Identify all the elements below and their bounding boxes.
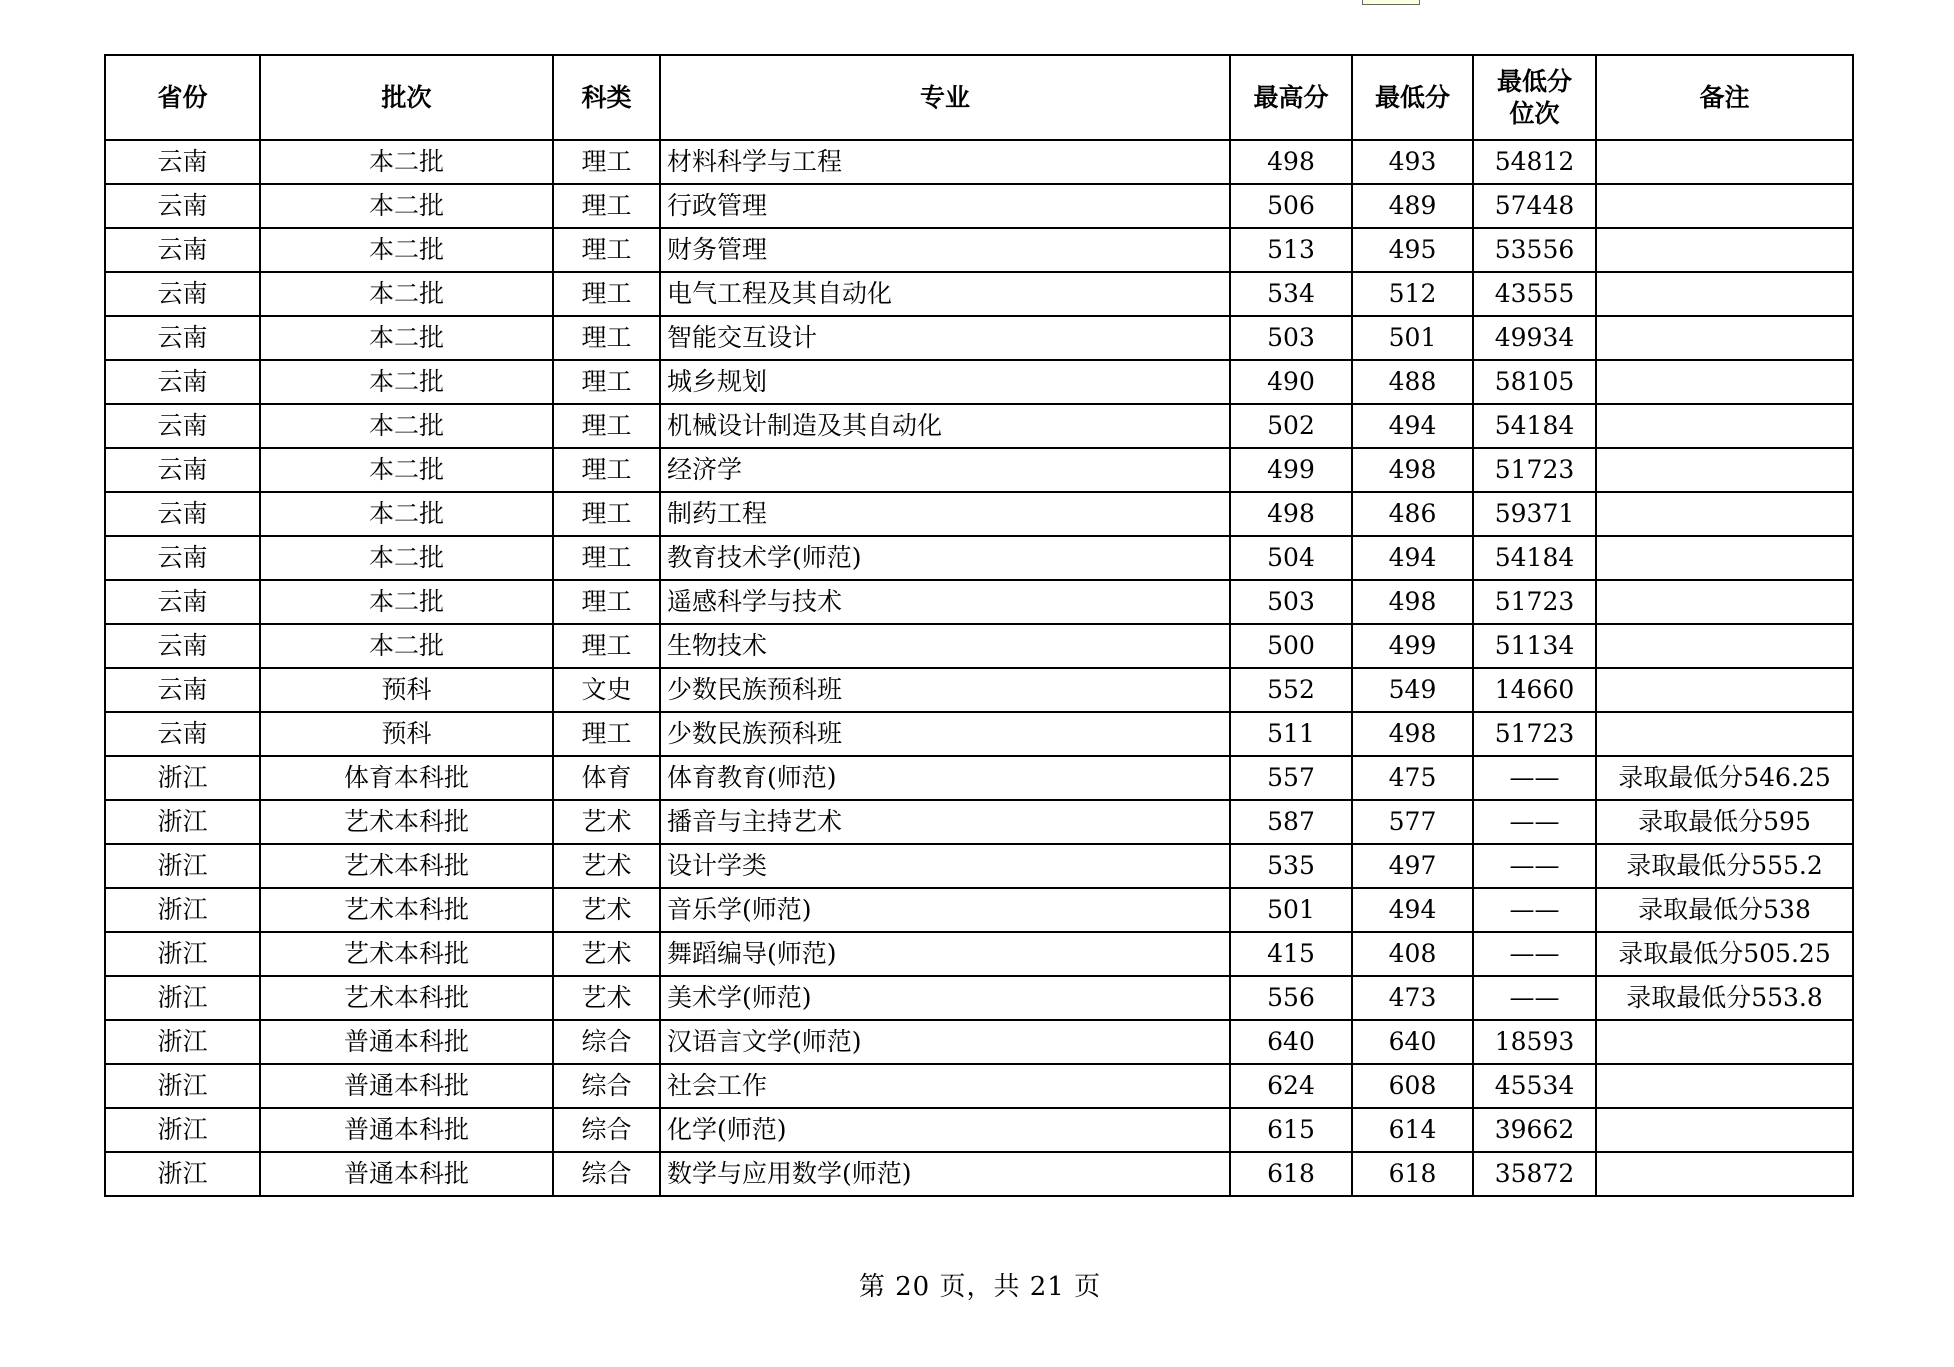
cell-category: 理工: [553, 492, 660, 536]
table-row: [105, 668, 1853, 712]
cell-major: 舞蹈编导(师范): [660, 932, 1230, 976]
cell-note: [1596, 184, 1853, 228]
cell-major: 遥感科学与技术: [660, 580, 1230, 624]
cell-min-rank: 35872: [1473, 1152, 1596, 1196]
cell-batch: 本二批: [260, 536, 553, 580]
cell-category: 理工: [553, 272, 660, 316]
cell-major: 电气工程及其自动化: [660, 272, 1230, 316]
cell-max-score: 624: [1230, 1064, 1352, 1108]
cell-category: 理工: [553, 580, 660, 624]
cell-note: [1596, 712, 1853, 756]
table-row: [105, 536, 1853, 580]
cell-min-score: 608: [1352, 1064, 1473, 1108]
cell-max-score: 490: [1230, 360, 1352, 404]
cell-min-rank: ——: [1473, 800, 1596, 844]
cell-batch: 艺术本科批: [260, 976, 553, 1020]
header-batch: 批次: [260, 55, 553, 140]
cell-min-rank: ——: [1473, 932, 1596, 976]
cell-batch: 本二批: [260, 228, 553, 272]
cell-province: 浙江: [105, 844, 260, 888]
table-row: [105, 1152, 1853, 1196]
cell-note: 录取最低分538: [1596, 888, 1853, 932]
page-number-footer: 第 20 页，共 21 页: [858, 1272, 1102, 1302]
cell-major: 汉语言文学(师范): [660, 1020, 1230, 1064]
table-row: [105, 844, 1853, 888]
cell-province: 云南: [105, 404, 260, 448]
table-row: [105, 712, 1853, 756]
cell-batch: 本二批: [260, 272, 553, 316]
cell-batch: 本二批: [260, 624, 553, 668]
cell-max-score: 504: [1230, 536, 1352, 580]
table-row: [105, 140, 1853, 184]
cell-batch: 体育本科批: [260, 756, 553, 800]
cell-major: 机械设计制造及其自动化: [660, 404, 1230, 448]
cell-province: 云南: [105, 360, 260, 404]
cell-category: 理工: [553, 624, 660, 668]
cell-note: [1596, 580, 1853, 624]
cell-province: 浙江: [105, 800, 260, 844]
cell-min-rank: 51723: [1473, 580, 1596, 624]
cell-batch: 预科: [260, 712, 553, 756]
cell-batch: 本二批: [260, 492, 553, 536]
cell-min-rank: 49934: [1473, 316, 1596, 360]
cell-min-rank: 45534: [1473, 1064, 1596, 1108]
cell-batch: 本二批: [260, 448, 553, 492]
cell-max-score: 498: [1230, 140, 1352, 184]
cell-note: [1596, 492, 1853, 536]
cell-min-rank: 14660: [1473, 668, 1596, 712]
cell-max-score: 506: [1230, 184, 1352, 228]
cell-category: 理工: [553, 228, 660, 272]
table-row: [105, 448, 1853, 492]
table-row: [105, 360, 1853, 404]
cell-province: 云南: [105, 492, 260, 536]
cell-max-score: 513: [1230, 228, 1352, 272]
cell-note: [1596, 228, 1853, 272]
cell-min-rank: ——: [1473, 976, 1596, 1020]
cell-min-score: 493: [1352, 140, 1473, 184]
cell-category: 综合: [553, 1108, 660, 1152]
cell-province: 浙江: [105, 932, 260, 976]
cell-max-score: 552: [1230, 668, 1352, 712]
cell-min-rank: 18593: [1473, 1020, 1596, 1064]
cell-min-rank: ——: [1473, 888, 1596, 932]
cell-min-score: 494: [1352, 404, 1473, 448]
cell-major: 制药工程: [660, 492, 1230, 536]
cell-note: [1596, 272, 1853, 316]
cell-min-rank: 51723: [1473, 712, 1596, 756]
cell-max-score: 503: [1230, 580, 1352, 624]
cell-min-score: 499: [1352, 624, 1473, 668]
header-category: 科类: [553, 55, 660, 140]
header-min-rank-line2: 位次: [1509, 98, 1560, 128]
cell-province: 云南: [105, 140, 260, 184]
cell-batch: 本二批: [260, 580, 553, 624]
cell-min-score: 475: [1352, 756, 1473, 800]
table-row: [105, 1064, 1853, 1108]
cell-note: [1596, 140, 1853, 184]
cell-category: 理工: [553, 536, 660, 580]
cell-major: 播音与主持艺术: [660, 800, 1230, 844]
cell-max-score: 535: [1230, 844, 1352, 888]
cell-province: 浙江: [105, 1152, 260, 1196]
cell-province: 云南: [105, 228, 260, 272]
cell-province: 云南: [105, 580, 260, 624]
table-row: [105, 184, 1853, 228]
cell-note: 录取最低分595: [1596, 800, 1853, 844]
cell-min-rank: 54184: [1473, 404, 1596, 448]
cell-note: [1596, 1152, 1853, 1196]
cell-category: 理工: [553, 184, 660, 228]
table-row: [105, 756, 1853, 800]
cell-major: 音乐学(师范): [660, 888, 1230, 932]
cell-min-score: 640: [1352, 1020, 1473, 1064]
cell-major: 城乡规划: [660, 360, 1230, 404]
cell-batch: 艺术本科批: [260, 932, 553, 976]
table-row: [105, 888, 1853, 932]
cell-max-score: 640: [1230, 1020, 1352, 1064]
table-row: [105, 228, 1853, 272]
cell-min-score: 618: [1352, 1152, 1473, 1196]
cell-batch: 普通本科批: [260, 1020, 553, 1064]
cell-max-score: 587: [1230, 800, 1352, 844]
cell-batch: 本二批: [260, 184, 553, 228]
cell-note: [1596, 1020, 1853, 1064]
table-row: [105, 316, 1853, 360]
cell-batch: 本二批: [260, 316, 553, 360]
cell-major: 行政管理: [660, 184, 1230, 228]
cell-major: 教育技术学(师范): [660, 536, 1230, 580]
cell-major: 化学(师范): [660, 1108, 1230, 1152]
cell-category: 理工: [553, 448, 660, 492]
table-row: [105, 800, 1853, 844]
cell-min-rank: 57448: [1473, 184, 1596, 228]
cell-max-score: 502: [1230, 404, 1352, 448]
cell-min-score: 577: [1352, 800, 1473, 844]
cell-province: 云南: [105, 536, 260, 580]
table-row: [105, 404, 1853, 448]
cell-min-rank: 59371: [1473, 492, 1596, 536]
table-row: [105, 1020, 1853, 1064]
cell-note: [1596, 536, 1853, 580]
cell-major: 美术学(师范): [660, 976, 1230, 1020]
cell-batch: 预科: [260, 668, 553, 712]
cell-major: 少数民族预科班: [660, 668, 1230, 712]
cell-min-rank: ——: [1473, 756, 1596, 800]
cell-province: 浙江: [105, 1020, 260, 1064]
cell-province: 浙江: [105, 756, 260, 800]
cell-province: 云南: [105, 668, 260, 712]
header-min-rank-line1: 最低分: [1496, 66, 1572, 96]
admission-scores-table: [104, 54, 1854, 1197]
header-max-score: 最高分: [1230, 55, 1352, 140]
cell-note: [1596, 360, 1853, 404]
header-min-score: 最低分: [1352, 55, 1473, 140]
cell-category: 艺术: [553, 976, 660, 1020]
table-row: [105, 976, 1853, 1020]
cell-max-score: 500: [1230, 624, 1352, 668]
tooltip-stub: [1362, 0, 1420, 5]
cell-max-score: 557: [1230, 756, 1352, 800]
cell-batch: 艺术本科批: [260, 844, 553, 888]
cell-min-score: 549: [1352, 668, 1473, 712]
cell-category: 艺术: [553, 844, 660, 888]
header-province: 省份: [105, 55, 260, 140]
cell-min-score: 486: [1352, 492, 1473, 536]
cell-province: 浙江: [105, 1108, 260, 1152]
cell-note: 录取最低分505.25: [1596, 932, 1853, 976]
cell-min-score: 494: [1352, 888, 1473, 932]
table-body: [105, 140, 1853, 1196]
cell-major: 体育教育(师范): [660, 756, 1230, 800]
cell-province: 浙江: [105, 1064, 260, 1108]
cell-max-score: 534: [1230, 272, 1352, 316]
table-row: [105, 272, 1853, 316]
cell-min-rank: ——: [1473, 844, 1596, 888]
cell-category: 艺术: [553, 932, 660, 976]
cell-min-rank: 58105: [1473, 360, 1596, 404]
cell-min-score: 498: [1352, 580, 1473, 624]
cell-min-rank: 43555: [1473, 272, 1596, 316]
cell-major: 社会工作: [660, 1064, 1230, 1108]
cell-note: 录取最低分546.25: [1596, 756, 1853, 800]
cell-min-rank: 53556: [1473, 228, 1596, 272]
cell-category: 理工: [553, 316, 660, 360]
cell-max-score: 498: [1230, 492, 1352, 536]
cell-min-score: 473: [1352, 976, 1473, 1020]
cell-province: 云南: [105, 316, 260, 360]
cell-min-score: 501: [1352, 316, 1473, 360]
cell-batch: 本二批: [260, 404, 553, 448]
cell-category: 理工: [553, 712, 660, 756]
cell-province: 浙江: [105, 976, 260, 1020]
cell-category: 艺术: [553, 800, 660, 844]
cell-min-score: 512: [1352, 272, 1473, 316]
cell-min-rank: 39662: [1473, 1108, 1596, 1152]
cell-category: 理工: [553, 404, 660, 448]
cell-major: 少数民族预科班: [660, 712, 1230, 756]
cell-note: [1596, 1064, 1853, 1108]
cell-category: 文史: [553, 668, 660, 712]
table-row: [105, 1108, 1853, 1152]
header-major: 专业: [660, 55, 1230, 140]
cell-province: 云南: [105, 624, 260, 668]
cell-batch: 本二批: [260, 360, 553, 404]
cell-batch: 普通本科批: [260, 1064, 553, 1108]
table-row: [105, 624, 1853, 668]
cell-max-score: 501: [1230, 888, 1352, 932]
cell-batch: 普通本科批: [260, 1108, 553, 1152]
cell-min-score: 489: [1352, 184, 1473, 228]
cell-batch: 艺术本科批: [260, 888, 553, 932]
header-note: 备注: [1596, 55, 1853, 140]
cell-note: 录取最低分555.2: [1596, 844, 1853, 888]
cell-note: [1596, 624, 1853, 668]
cell-min-score: 495: [1352, 228, 1473, 272]
cell-province: 云南: [105, 272, 260, 316]
cell-max-score: 511: [1230, 712, 1352, 756]
table-header: [105, 55, 1853, 140]
header-row: [105, 55, 1853, 140]
cell-category: 理工: [553, 360, 660, 404]
cell-major: 智能交互设计: [660, 316, 1230, 360]
table-row: [105, 932, 1853, 976]
cell-major: 生物技术: [660, 624, 1230, 668]
cell-major: 经济学: [660, 448, 1230, 492]
cell-province: 云南: [105, 184, 260, 228]
cell-note: 录取最低分553.8: [1596, 976, 1853, 1020]
cell-min-score: 614: [1352, 1108, 1473, 1152]
cell-province: 浙江: [105, 888, 260, 932]
cell-note: [1596, 404, 1853, 448]
cell-note: [1596, 316, 1853, 360]
cell-batch: 本二批: [260, 140, 553, 184]
cell-major: 设计学类: [660, 844, 1230, 888]
cell-min-rank: 54812: [1473, 140, 1596, 184]
header-min-rank: [1473, 55, 1596, 140]
cell-category: 理工: [553, 140, 660, 184]
cell-category: 综合: [553, 1152, 660, 1196]
table-row: [105, 580, 1853, 624]
cell-batch: 普通本科批: [260, 1152, 553, 1196]
cell-min-score: 488: [1352, 360, 1473, 404]
cell-min-score: 494: [1352, 536, 1473, 580]
cell-min-score: 498: [1352, 448, 1473, 492]
cell-min-rank: 54184: [1473, 536, 1596, 580]
cell-province: 云南: [105, 712, 260, 756]
cell-note: [1596, 668, 1853, 712]
cell-major: 数学与应用数学(师范): [660, 1152, 1230, 1196]
cell-batch: 艺术本科批: [260, 800, 553, 844]
cell-max-score: 499: [1230, 448, 1352, 492]
cell-category: 艺术: [553, 888, 660, 932]
cell-min-rank: 51134: [1473, 624, 1596, 668]
cell-category: 体育: [553, 756, 660, 800]
cell-min-score: 497: [1352, 844, 1473, 888]
cell-major: 财务管理: [660, 228, 1230, 272]
cell-max-score: 615: [1230, 1108, 1352, 1152]
cell-max-score: 556: [1230, 976, 1352, 1020]
table-row: [105, 492, 1853, 536]
cell-category: 综合: [553, 1020, 660, 1064]
cell-min-rank: 51723: [1473, 448, 1596, 492]
cell-note: [1596, 448, 1853, 492]
cell-max-score: 618: [1230, 1152, 1352, 1196]
cell-min-score: 408: [1352, 932, 1473, 976]
cell-province: 云南: [105, 448, 260, 492]
cell-max-score: 503: [1230, 316, 1352, 360]
cell-min-score: 498: [1352, 712, 1473, 756]
cell-max-score: 415: [1230, 932, 1352, 976]
cell-major: 材料科学与工程: [660, 140, 1230, 184]
cell-category: 综合: [553, 1064, 660, 1108]
cell-note: [1596, 1108, 1853, 1152]
